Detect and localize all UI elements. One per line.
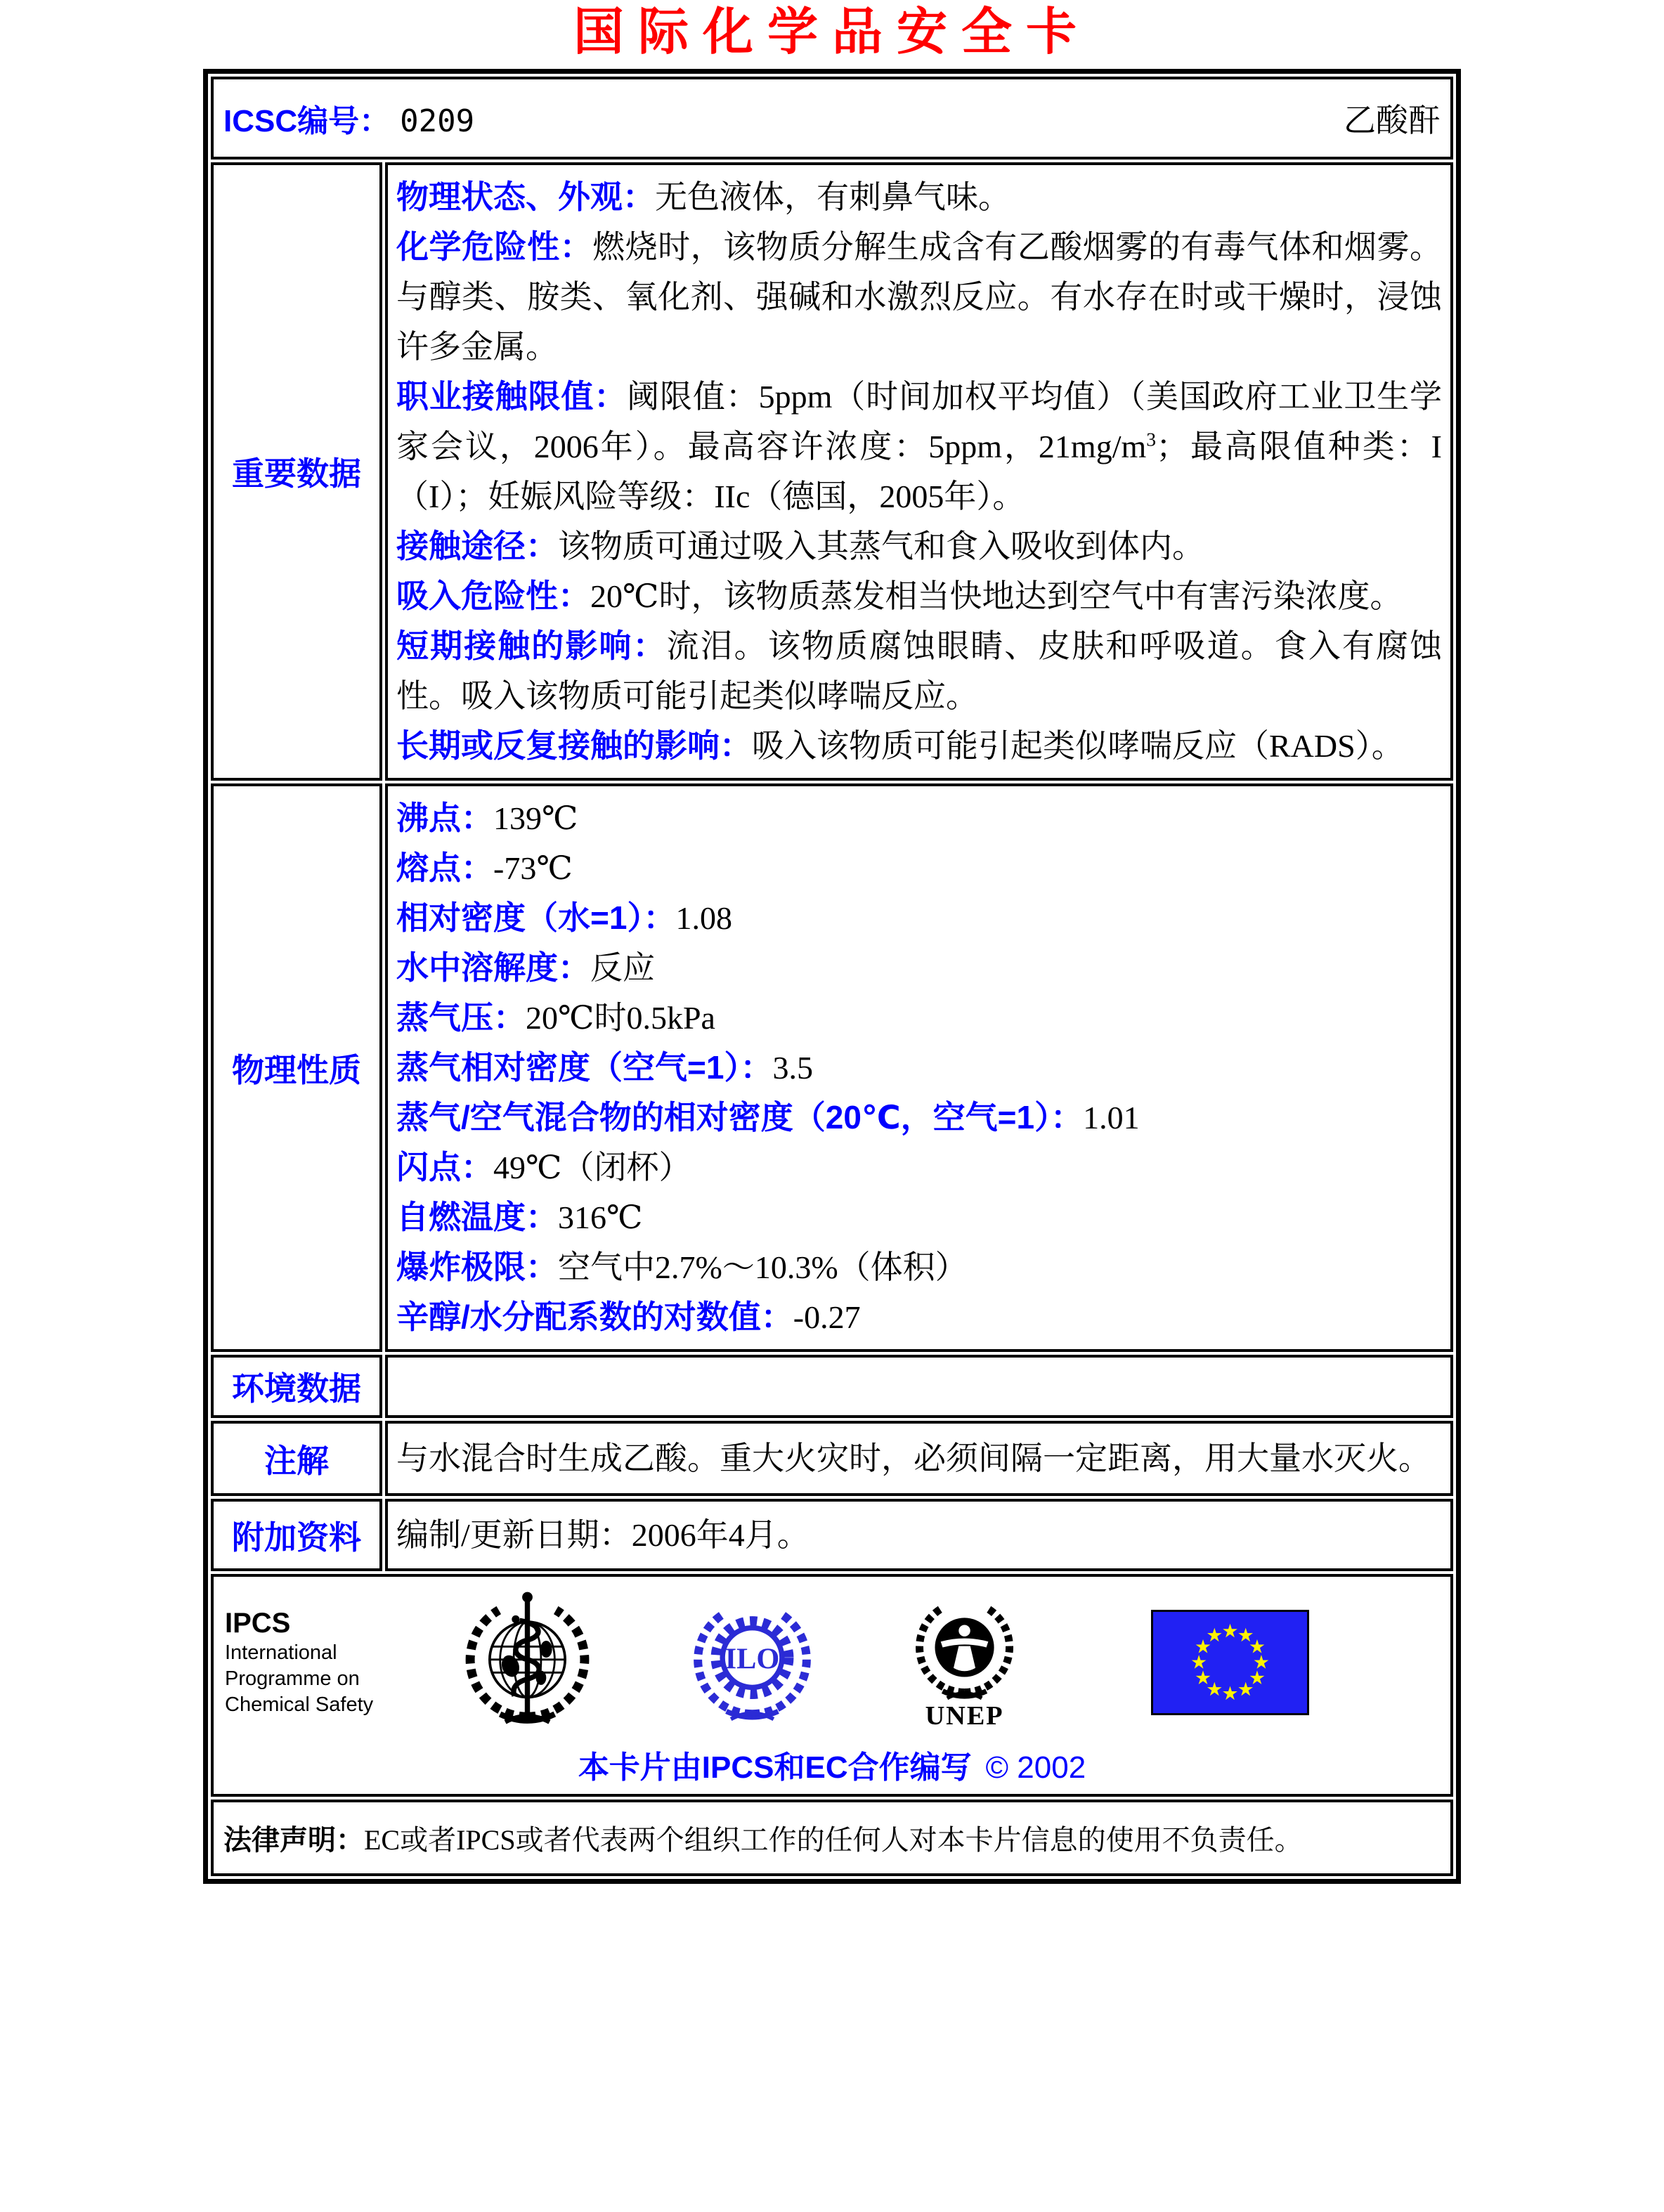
relative-density-value: 1.08 <box>675 900 732 936</box>
ilo-logo-text: ILO <box>724 1642 780 1676</box>
melting-point-label: 熔点： <box>396 850 493 886</box>
occupational-limits-superscript: 3 <box>1146 428 1157 450</box>
ipcs-title: IPCS <box>225 1608 291 1639</box>
physical-state-text: 无色液体，有刺鼻气味。 <box>655 179 1010 215</box>
relative-density-label: 相对密度（水=1）： <box>396 899 676 936</box>
physical-properties-section-label: 物理性质 <box>211 783 382 1352</box>
water-solubility-item <box>396 943 1442 993</box>
icsc-number-value: 0209 <box>400 103 475 139</box>
additional-info-row <box>211 1499 1453 1571</box>
ipcs-line-2: Programme on <box>225 1667 360 1690</box>
water-solubility-value: 反应 <box>590 950 655 986</box>
autoignition-temperature-label: 自燃温度： <box>396 1199 558 1235</box>
legal-label: 法律声明： <box>223 1825 364 1856</box>
footer-caption-text: 本卡片由IPCS和EC合作编写 <box>578 1750 972 1785</box>
autoignition-temperature-value: 316℃ <box>558 1199 643 1235</box>
routes-of-exposure-item <box>396 521 1442 571</box>
important-data-section-label: 重要数据 <box>211 162 382 781</box>
vapour-air-mixture-density-value: 1.01 <box>1083 1100 1140 1136</box>
explosive-limits-value: 空气中2.7%～10.3%（体积） <box>558 1249 968 1285</box>
header-row <box>211 77 1453 160</box>
chemical-dangers-text: 燃烧时，该物质分解生成含有乙酸烟雾的有毒气体和烟雾。与醇类、胺类、氧化剂、强碱和水激烈反应。有水存在时或干燥时，浸蚀许多金属。 <box>396 229 1443 365</box>
relative-density-item <box>396 893 1442 943</box>
short-term-effects-label: 短期接触的影响： <box>396 627 667 664</box>
long-term-effects-item <box>396 721 1442 771</box>
chemical-dangers-item <box>396 222 1442 372</box>
chemical-dangers-label: 化学危险性： <box>396 228 593 265</box>
inhalation-risk-text: 20℃时，该物质蒸发相当快地达到空气中有害污染浓度。 <box>590 578 1403 614</box>
vapour-density-value: 3.5 <box>772 1050 813 1086</box>
boiling-point-value: 139℃ <box>493 800 578 836</box>
additional-info-content <box>385 1499 1453 1571</box>
vapour-pressure-item <box>396 993 1442 1043</box>
environmental-data-content <box>385 1355 1453 1418</box>
physical-state-label: 物理状态、外观： <box>396 178 655 215</box>
notes-row <box>211 1421 1453 1496</box>
environmental-data-section-label: 环境数据 <box>211 1355 382 1418</box>
occupational-limits-text-post: ；最高限值种类：I（I）；妊娠风险等级：IIc（德国，2005年）。 <box>396 429 1442 514</box>
long-term-effects-text: 吸入该物质可能引起类似哮喘反应（RADS）。 <box>752 728 1404 764</box>
chemical-name: 乙酸酐 <box>1344 103 1441 138</box>
octanol-water-partition-label: 辛醇/水分配系数的对数值： <box>396 1299 793 1335</box>
short-term-effects-text: 流泪。该物质腐蚀眼睛、皮肤和呼吸道。食入有腐蚀性。吸入该物质可能引起类似哮喘反应。 <box>396 628 1443 714</box>
occupational-limits-label: 职业接触限值： <box>396 378 628 415</box>
autoignition-temperature-item <box>396 1192 1442 1242</box>
occupational-limits-text-pre: 阈限值：5ppm（时间加权平均值）（美国政府工业卫生学家会议，2006年）。最高容许浓度：5ppm，21mg/m <box>396 379 1443 464</box>
legal-row <box>211 1800 1453 1876</box>
environmental-data-row <box>211 1355 1453 1418</box>
inhalation-risk-label: 吸入危险性： <box>396 578 590 614</box>
boiling-point-label: 沸点： <box>396 800 493 836</box>
notes-section-label: 注解 <box>211 1421 382 1496</box>
notes-text: 与水混合时生成乙酸。重大火灾时，必须间隔一定距离，用大量水灭火。 <box>396 1440 1431 1476</box>
physical-properties-row <box>211 783 1453 1352</box>
footer-copyright: © 2002 <box>985 1750 1086 1785</box>
icsc-number-group <box>223 96 474 141</box>
vapour-pressure-value: 20℃时0.5kPa <box>526 1000 715 1036</box>
additional-info-text: 编制/更新日期：2006年4月。 <box>396 1517 810 1553</box>
who-logo-icon <box>462 1587 592 1738</box>
icsc-card-table <box>203 69 1461 1884</box>
vapour-density-label: 蒸气相对密度（空气=1）： <box>396 1049 773 1086</box>
footer-caption <box>225 1742 1439 1787</box>
short-term-effects-item <box>396 621 1442 721</box>
flash-point-label: 闪点： <box>396 1149 493 1185</box>
logos-cell <box>211 1574 1453 1797</box>
explosive-limits-item <box>396 1242 1442 1292</box>
physical-properties-content <box>385 783 1453 1352</box>
octanol-water-partition-value: -0.27 <box>793 1299 861 1335</box>
routes-of-exposure-label: 接触途径： <box>396 528 558 564</box>
page-title: 国际化学品安全卡 <box>573 4 1091 60</box>
octanol-water-partition-item <box>396 1292 1442 1342</box>
melting-point-value: -73℃ <box>493 850 573 886</box>
boiling-point-item <box>396 793 1442 843</box>
notes-content <box>385 1421 1453 1496</box>
vapour-pressure-label: 蒸气压： <box>396 999 526 1036</box>
vapour-density-item <box>396 1043 1442 1093</box>
flash-point-value: 49℃（闭杯） <box>493 1150 691 1185</box>
ipcs-line-1: International <box>225 1641 337 1664</box>
legal-text: EC或者IPCS或者代表两个组织工作的任何人对本卡片信息的使用不负责任。 <box>364 1824 1303 1856</box>
occupational-limits-item <box>396 372 1442 521</box>
flash-point-item <box>396 1143 1442 1192</box>
routes-of-exposure-text: 该物质可通过吸入其蒸气和食入吸收到体内。 <box>558 528 1204 564</box>
important-data-content <box>385 162 1453 781</box>
explosive-limits-label: 爆炸极限： <box>396 1249 558 1285</box>
unep-logo-text: UNEP <box>925 1701 1004 1731</box>
water-solubility-label: 水中溶解度： <box>396 949 590 986</box>
eu-flag-icon <box>1151 1610 1309 1715</box>
important-data-row <box>211 162 1453 781</box>
header-cell <box>211 77 1453 160</box>
legal-cell <box>211 1800 1453 1876</box>
long-term-effects-label: 长期或反复接触的影响： <box>396 727 752 764</box>
vapour-air-mixture-density-label: 蒸气/空气混合物的相对密度（20℃，空气=1）： <box>396 1099 1084 1136</box>
vapour-air-mixture-density-item <box>396 1093 1442 1143</box>
logos-row <box>211 1574 1453 1797</box>
unep-logo-icon <box>909 1594 1021 1731</box>
physical-state-item <box>396 172 1442 222</box>
additional-info-section-label: 附加资料 <box>211 1499 382 1571</box>
inhalation-risk-item <box>396 571 1442 621</box>
melting-point-item <box>396 843 1442 893</box>
ipcs-text-block <box>225 1606 413 1718</box>
icsc-number-label: ICSC编号： <box>223 104 391 138</box>
ilo-logo-icon <box>691 1596 814 1729</box>
ipcs-line-3: Chemical Safety <box>225 1693 374 1716</box>
